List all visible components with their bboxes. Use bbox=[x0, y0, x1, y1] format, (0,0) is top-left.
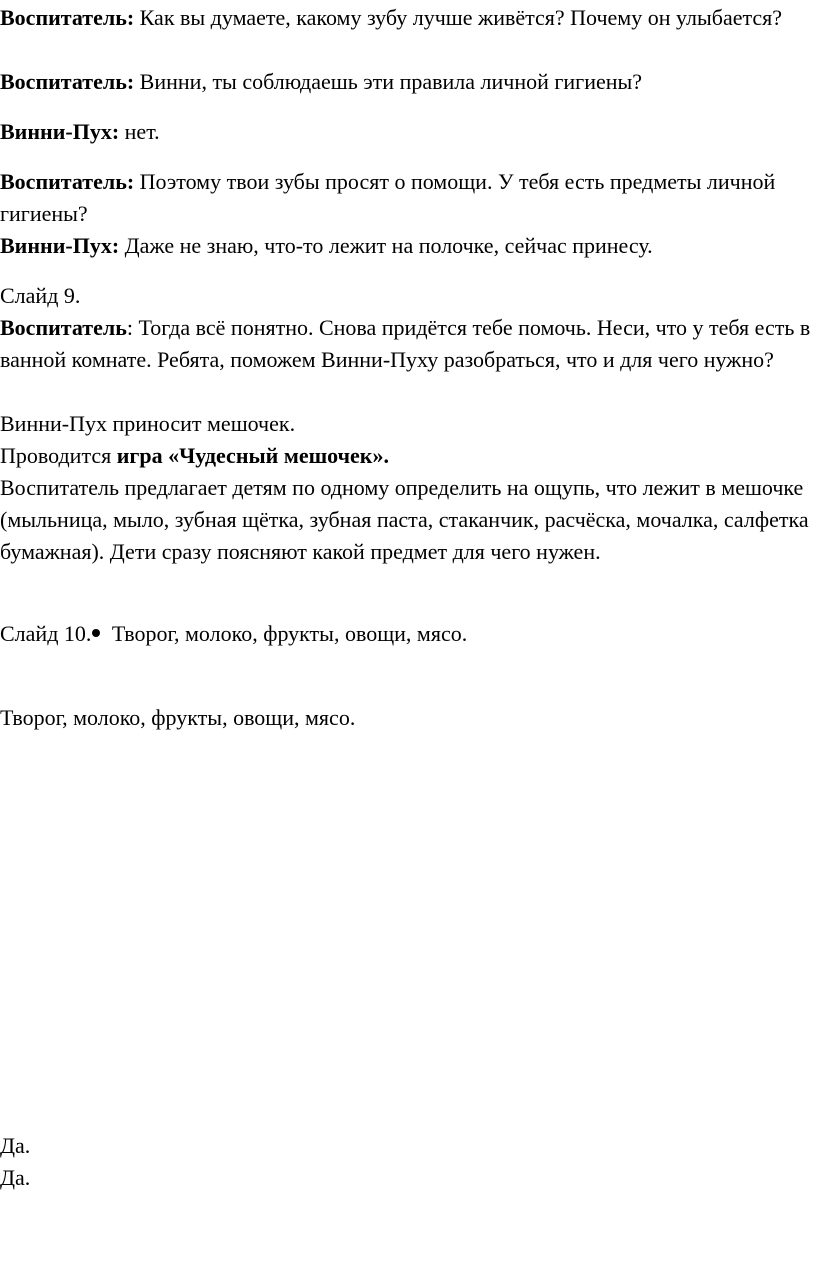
paragraph-educator-question bbox=[0, 2, 812, 34]
paragraph-educator-hygiene bbox=[0, 66, 812, 98]
paragraph-text: Проводится bbox=[0, 443, 117, 468]
speaker-label: Воспитатель bbox=[0, 315, 127, 340]
paragraph-pooh-answer bbox=[0, 116, 812, 148]
paragraph-text: Как вы думаете, какому зубу лучше живётся? Почему он улыбается? bbox=[134, 5, 783, 30]
paragraph-educator-help bbox=[0, 166, 812, 230]
paragraph-yes-1: Да. bbox=[0, 1133, 31, 1158]
paragraph-pooh-shelf bbox=[0, 230, 812, 262]
paragraph-educator-bathroom bbox=[0, 312, 812, 376]
paragraph-foods: Творог, молоко, фрукты, овощи, мясо. bbox=[0, 705, 356, 730]
paragraph-text: : Тогда всё понятно. Снова придётся тебе помочь. Неси, что у тебя есть в ванной комнате. Ребята, поможем Винни-Пуху разобраться, что и для чего нужно? bbox=[0, 315, 811, 372]
paragraph-yes-2: Да. bbox=[0, 1165, 31, 1190]
paragraph-pooh-bag: Винни-Пух приносит мешочек. bbox=[0, 411, 296, 436]
speaker-label: Воспитатель: bbox=[0, 169, 135, 194]
speaker-label: Воспитатель: bbox=[0, 69, 135, 94]
speaker-label: Воспитатель: bbox=[0, 5, 135, 30]
paragraph-text: Поэтому твои зубы просят о помощи. У тебя есть предметы личной гигиены? bbox=[0, 169, 776, 226]
slide-9-label: Слайд 9. bbox=[0, 283, 81, 308]
paragraph-game-description: Воспитатель предлагает детям по одному определить на ощупь, что лежит в мешочке (мыльница, мыло, зубная щётка, зубная паста, стаканчик, расчёска, мочалка, салфетка бумажная). Дети сразу поясняют какой предмет для чего нужен. bbox=[0, 475, 809, 564]
bullet-icon bbox=[92, 629, 100, 637]
slide-10-label: Слайд 10. bbox=[0, 621, 92, 646]
paragraph-text: Даже не знаю, что-то лежит на полочке, сейчас принесу. bbox=[119, 233, 653, 258]
speaker-label: Винни-Пух: bbox=[0, 119, 120, 144]
game-title: игра «Чудесный мешочек». bbox=[116, 443, 389, 468]
slide-10-text: Творог, молоко, фрукты, овощи, мясо. bbox=[106, 621, 468, 646]
slide-10-line bbox=[0, 618, 812, 650]
paragraph-game bbox=[0, 440, 812, 472]
paragraph-text: Винни, ты соблюдаешь эти правила личной гигиены? bbox=[134, 69, 643, 94]
speaker-label: Винни-Пух: bbox=[0, 233, 120, 258]
paragraph-text: нет. bbox=[119, 119, 160, 144]
